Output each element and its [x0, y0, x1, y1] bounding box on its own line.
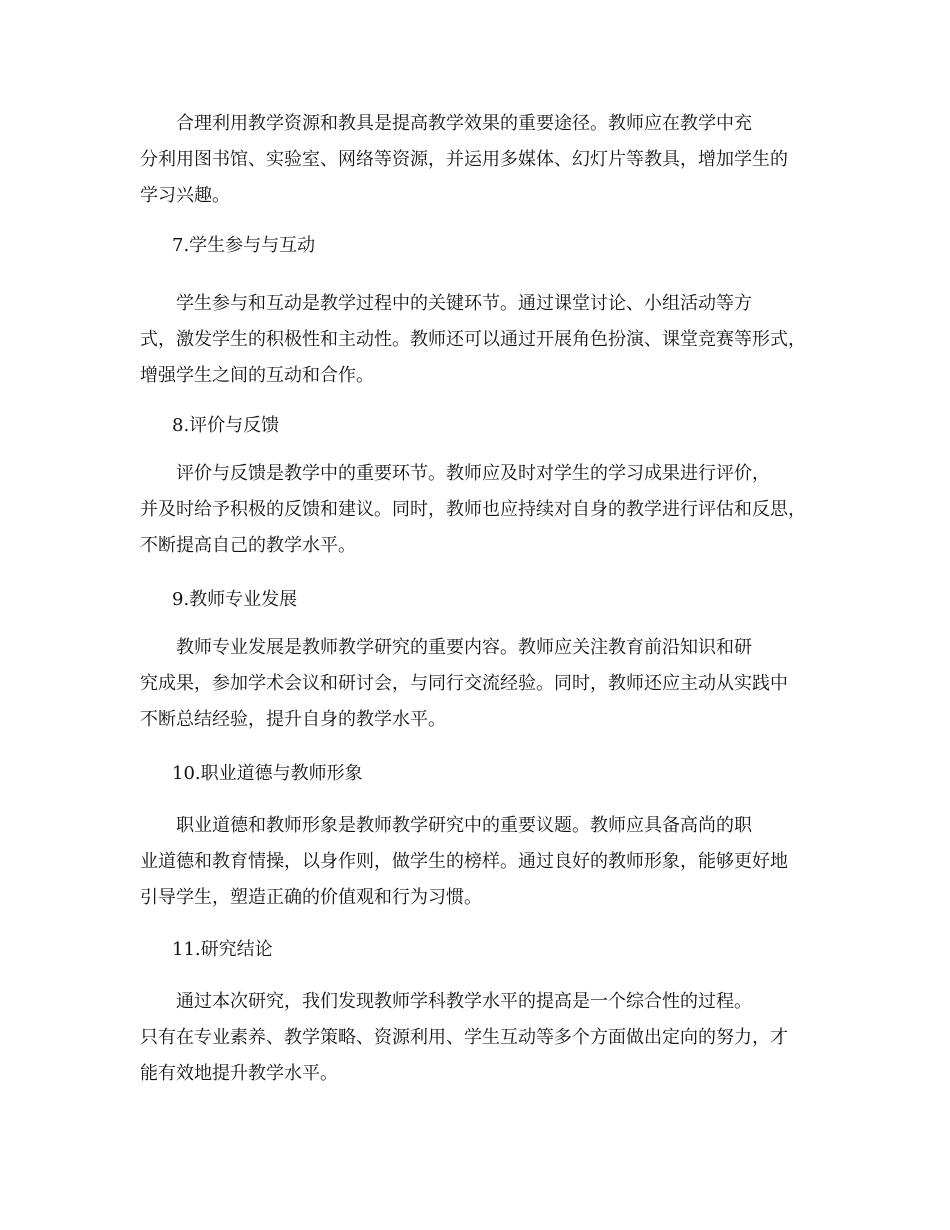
paragraph-line: 通过本次研究，我们发现教师学科教学水平的提高是一个综合性的过程。 — [140, 991, 752, 1012]
section-heading-11: 11.研究结论 — [172, 939, 273, 960]
paragraph-line: 教师专业发展是教师教学研究的重要内容。教师应关注教育前沿知识和研 — [140, 637, 752, 658]
paragraph-10 — [140, 808, 840, 916]
paragraph-line: 学生参与和互动是教学过程中的关键环节。通过课堂讨论、小组活动等方 — [140, 293, 752, 314]
section-heading-9: 9.教师专业发展 — [172, 589, 298, 610]
paragraph-line: 职业道德和教师形象是教师教学研究中的重要议题。教师应具备高尚的职 — [140, 815, 752, 836]
paragraph-line: 并及时给予积极的反馈和建议。同时，教师也应持续对自身的教学进行评估和反思， — [140, 499, 806, 520]
paragraph-line: 业道德和教育情操，以身作则，做学生的榜样。通过良好的教师形象，能够更好地 — [140, 851, 788, 872]
paragraph-line: 能有效地提升教学水平。 — [140, 1063, 338, 1084]
paragraph-9 — [140, 630, 840, 738]
paragraph-8 — [140, 456, 840, 564]
section-heading-10: 10.职业道德与教师形象 — [172, 763, 363, 784]
paragraph-7 — [140, 286, 840, 394]
paragraph-line: 只有在专业素养、教学策略、资源利用、学生互动等多个方面做出定向的努力，才 — [140, 1027, 788, 1048]
section-heading-8: 8.评价与反馈 — [172, 415, 280, 436]
paragraph-line: 不断提高自己的教学水平。 — [140, 535, 356, 556]
paragraph-line: 式，激发学生的积极性和主动性。教师还可以通过开展角色扮演、课堂竞赛等形式， — [140, 329, 806, 350]
paragraph-11 — [140, 984, 840, 1092]
paragraph-line: 不断总结经验，提升自身的教学水平。 — [140, 709, 446, 730]
paragraph-resources — [140, 106, 840, 214]
paragraph-line: 评价与反馈是教学中的重要环节。教师应及时对学生的学习成果进行评价， — [140, 463, 770, 484]
paragraph-line: 合理利用教学资源和教具是提高教学效果的重要途径。教师应在教学中充 — [140, 113, 752, 134]
section-heading-7: 7.学生参与与互动 — [172, 235, 316, 256]
paragraph-line: 分利用图书馆、实验室、网络等资源，并运用多媒体、幻灯片等教具，增加学生的 — [140, 149, 788, 170]
paragraph-line: 究成果，参加学术会议和研讨会，与同行交流经验。同时，教师还应主动从实践中 — [140, 673, 788, 694]
paragraph-line: 增强学生之间的互动和合作。 — [140, 365, 374, 386]
paragraph-line: 学习兴趣。 — [140, 185, 230, 206]
paragraph-line: 引导学生，塑造正确的价值观和行为习惯。 — [140, 887, 482, 908]
